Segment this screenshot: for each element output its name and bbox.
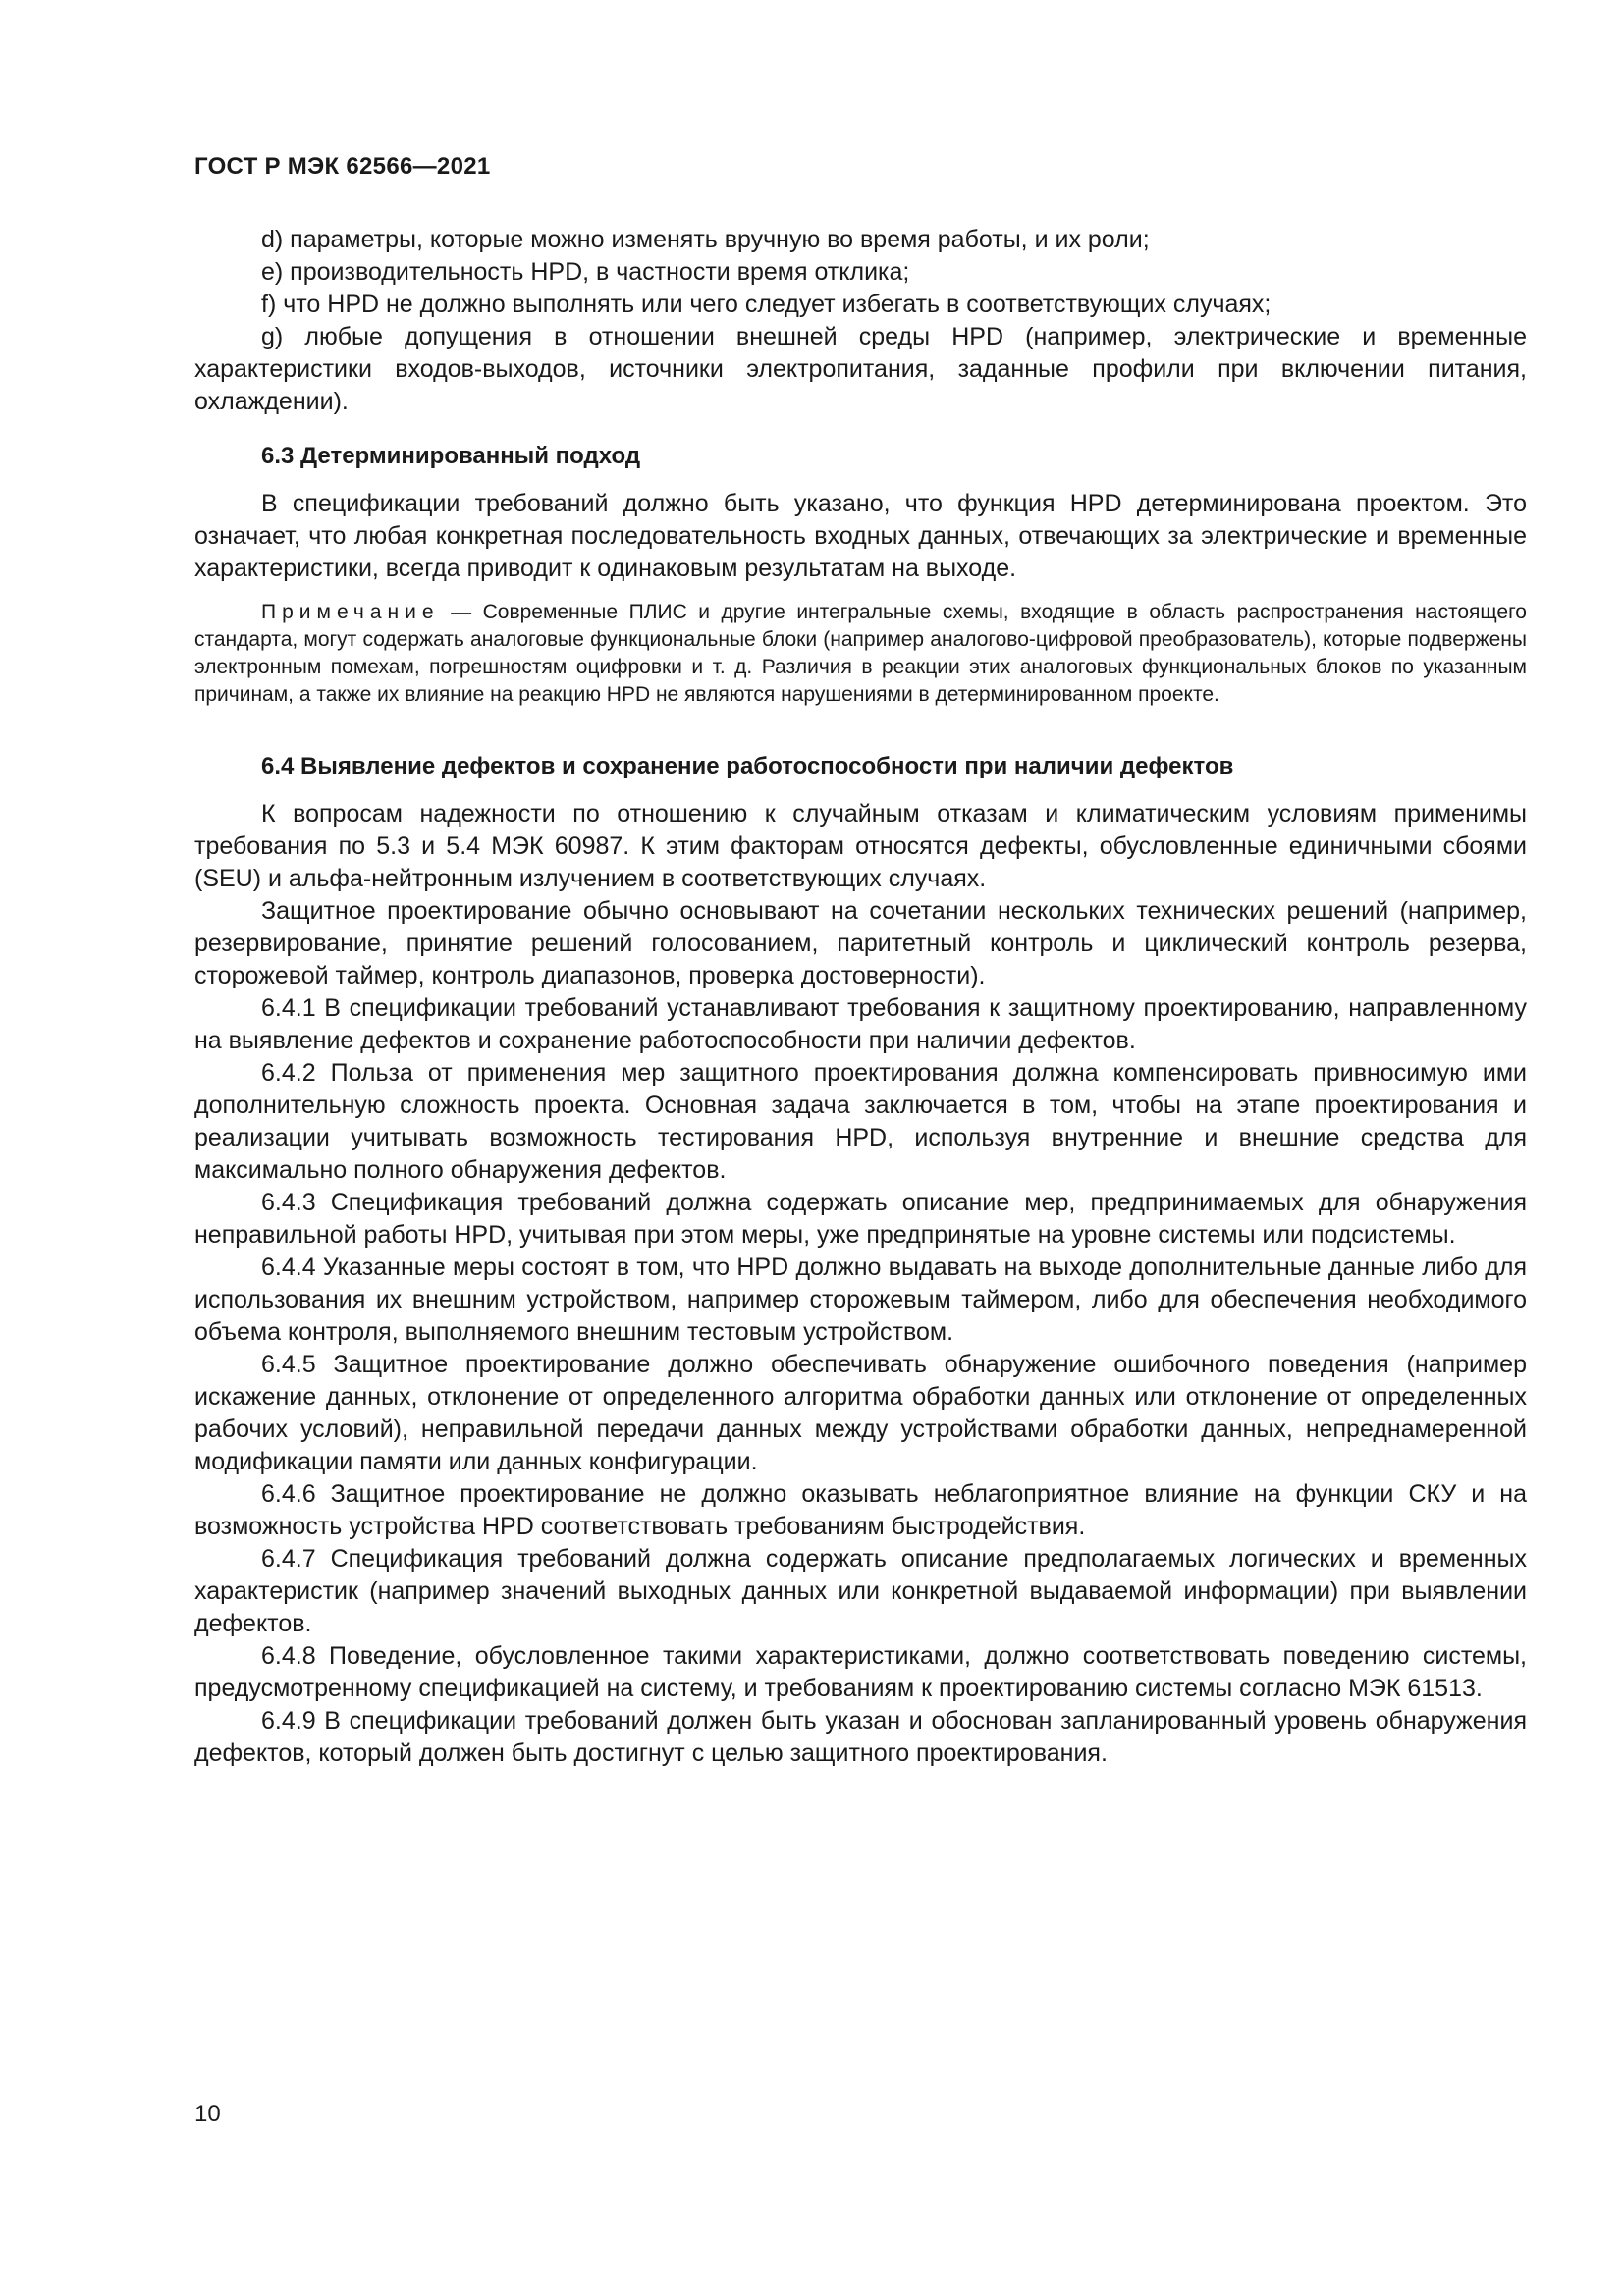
section-6-3-paragraph: В спецификации требований должно быть указано, что функция HPD детерминирована проектом. Это означает, что любая конкретная последовательность входных данных, отвечающих за электрические и временные характеристики, всегда приводит к одинаковым результатам на выходе.: [194, 490, 1527, 582]
clause-6-4-8: 6.4.8 Поведение, обусловленное такими характеристиками, должно соответствовать поведению системы, предусмотренному спецификацией на систему, и требованиям к проектированию системы согласно МЭК 61513.: [194, 1642, 1527, 1702]
clause-6-4-9: 6.4.9 В спецификации требований должен быть указан и обоснован запланированный уровень обнаружения дефектов, который должен быть достигнут с целью защитного проектирования.: [194, 1707, 1527, 1767]
document-body: [194, 224, 1527, 1770]
list-item-d: d) параметры, которые можно изменять вручную во время работы, и их роли;: [261, 226, 1150, 253]
section-title-6-4: 6.4 Выявление дефектов и сохранение работоспособности при наличии дефектов: [261, 753, 1234, 779]
list-item-e: e) производительность HPD, в частности время отклика;: [261, 258, 910, 286]
clause-6-4-4: 6.4.4 Указанные меры состоят в том, что HPD должно выдавать на выходе дополнительные данные либо для использования их внешним устройством, например сторожевым таймером, либо для обеспечения необходимого объема контроля, выполняемого внешним тестовым устройством.: [194, 1254, 1527, 1346]
standard-designation: ГОСТ Р МЭК 62566—2021: [194, 153, 491, 180]
section-6-4-paragraph-intro-1: К вопросам надежности по отношению к случайным отказам и климатическим условиям применимы требования по 5.3 и 5.4 МЭК 60987. К этим факторам относятся дефекты, обусловленные единичными сбоями (SEU) и альфа-нейтронным излучением в соответствующих случаях.: [194, 800, 1527, 892]
clause-6-4-3: 6.4.3 Спецификация требований должна содержать описание мер, предпринимаемых для обнаружения неправильной работы HPD, учитывая при этом меры, уже предпринятые на уровне системы или подсистемы.: [194, 1189, 1527, 1249]
page-number: 10: [194, 2101, 221, 2127]
clause-6-4-2: 6.4.2 Польза от применения мер защитного проектирования должна компенсировать привносимую ими дополнительную сложность проекта. Основная задача заключается в том, чтобы на этапе проектирования и реализации учитывать возможность тестирования HPD, используя внутренние и внешние средства для максимально полного обнаружения дефектов.: [194, 1059, 1527, 1184]
note-6-3: [194, 599, 1527, 709]
clause-6-4-7: 6.4.7 Спецификация требований должна содержать описание предполагаемых логических и временных характеристик (например значений выходных данных или конкретной выдаваемой информации) при выявлении дефектов.: [194, 1545, 1527, 1637]
section-6-4-paragraph-intro-2: Защитное проектирование обычно основывают на сочетании нескольких технических решений (например, резервирование, принятие решений голосованием, паритетный контроль и циклический контроль резерва, сторожевой таймер, контроль диапазонов, проверка достоверности).: [194, 897, 1527, 989]
clause-6-4-1: 6.4.1 В спецификации требований устанавливают требования к защитному проектированию, направленному на выявление дефектов и сохранение работоспособности при наличии дефектов.: [194, 994, 1527, 1054]
clause-6-4-6: 6.4.6 Защитное проектирование не должно оказывать неблагоприятное влияние на функции СКУ и на возможность устройства HPD соответствовать требованиям быстродействия.: [194, 1480, 1527, 1540]
note-label: Примечание: [261, 601, 440, 623]
note-text: — Современные ПЛИС и другие интегральные схемы, входящие в область распространения настоящего стандарта, могут содержать аналоговые функциональные блоки (например аналогово-цифровой преобразователь), которые подвержены электронным помехам, погрешностям оцифровки и т. д. Различия в реакции этих аналоговых функциональных блоков по указанным причинам, а также их влияние на реакцию HPD не являются нарушениями в детерминированном проекте.: [194, 601, 1527, 706]
list-item-g: g) любые допущения в отношении внешней среды HPD (например, электрические и временные характеристики входов-выходов, источники электропитания, заданные профили при включении питания, охлаждении).: [194, 323, 1527, 415]
list-item-f: f) что HPD не должно выполнять или чего следует избегать в соответствующих случаях;: [261, 291, 1272, 318]
clause-6-4-5: 6.4.5 Защитное проектирование должно обеспечивать обнаружение ошибочного поведения (например искажение данных, отклонение от определенного алгоритма обработки данных или отклонение от определенных рабочих условий), неправильной передачи данных между устройствами обработки данных, непреднамеренной модификации памяти или данных конфигурации.: [194, 1351, 1527, 1475]
section-title-6-3: 6.3 Детерминированный подход: [261, 443, 641, 469]
